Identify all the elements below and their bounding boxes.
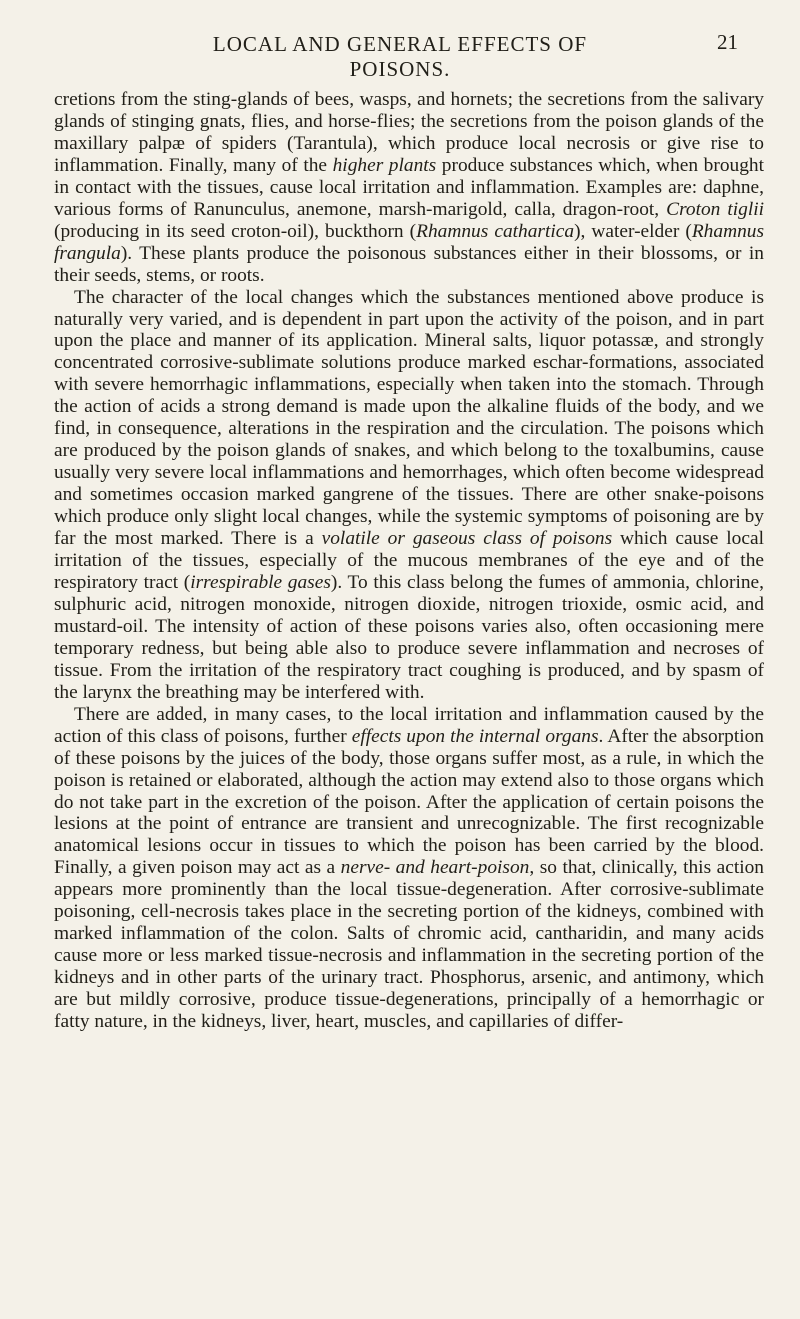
italic-run: irrespirable gases <box>190 571 331 593</box>
italic-run: higher plants <box>332 154 437 176</box>
text-run: The character of the local changes which the substances mentioned above produce is naturally very varied, and is dependent in part upon the activity of the poison, and in part upon the place and manner of its application. Mineral salts, liquor potassæ, and strongly concentrated corrosive-sublimate solutions produce marked eschar-formations, associated with severe hemorrhagic inflammations, especially when taken into the stomach. Through the action of acids a strong demand is made upon the alkaline fluids of the body, and we find, in consequence, alterations in the respiration and the circulation. The poisons which are produced by the poison glands of snakes, and which belong to the toxalbumins, cause usually very severe local inflammations and hemorrhages, which often become widespread and sometimes occasion marked gangrene of the tissues. There are other snake-poisons which produce only slight local changes, while the systemic symptoms of poisoning are by far the most marked. There is a <box>54 286 764 550</box>
paragraph-2 <box>54 287 764 704</box>
running-head <box>0 24 800 81</box>
paragraph-3 <box>54 704 764 1033</box>
text-run: There are added, in many cases, to the local irritation and inflammation caused by the action of this class of poisons, further <box>54 703 764 747</box>
italic-run: Rhamnus frangula <box>54 220 765 264</box>
text-run: . After the absorption of these poisons by the juices of the body, those organs suffer most, as a rule, in which the poison is retained or elaborated, although the action may extend also to those organs which do not take part in the excretion of the poison. After the application of certain poisons the lesions at the point of entrance are transient and unrecognizable. The first recognizable anatomical lesions occur in tissues to which the poison has been carried by the blood. Finally, a given poison may act as a <box>54 725 764 879</box>
text-run: which cause local irritation of the tissues, especially of the mucous membranes of the eye and of the respiratory tract ( <box>54 528 764 593</box>
page-number: 21 <box>717 30 738 54</box>
paragraph-1 <box>54 89 764 287</box>
text-run: (producing in its seed croton-oil), buckthorn ( <box>54 220 417 242</box>
text-run: ). These plants produce the poisonous substances either in their blossoms, or in their seeds, stems, or roots. <box>54 242 764 286</box>
text-run: ). To this class belong the fumes of ammonia, chlorine, sulphuric acid, nitrogen monoxide, nitrogen dioxide, nitrogen trioxide, osmic acid, and mustard-oil. The intensity of action of these poisons varies also, often occasioning mere temporary redness, but being able also to produce severe inflammation and necroses of tissue. From the irritation of the respiratory tract coughing is produced, and by spasm of the larynx the breathing may be interfered with. <box>54 571 764 703</box>
italic-run: Rhamnus cathartica <box>416 220 575 242</box>
running-title: LOCAL AND GENERAL EFFECTS OF POISONS. <box>212 32 588 81</box>
italic-run: volatile or gaseous class of poisons <box>321 528 613 550</box>
text-run: produce substances which, when brought in contact with the tissues, cause local irritation and inflammation. Examples are: daphne, various forms of Ranunculus, anemone, marsh-marigold, calla, dragon-root, <box>54 154 764 220</box>
body-text <box>54 89 764 1033</box>
italic-run: effects upon the internal organs <box>351 725 599 747</box>
italic-run: Croton tiglii <box>666 198 764 220</box>
text-run: cretions from the sting-glands of bees, wasps, and hornets; the secretions from the salivary glands of stinging gnats, flies, and horse-flies; the secretions from the poison glands of the maxillary palpæ of spiders (Tarantula), which produce local necrosis or give rise to inflammation. Finally, many of the <box>54 89 764 176</box>
text-run: , so that, clinically, this action appears more prominently than the local tissue-degeneration. After corrosive-sublimate poisoning, cell-necrosis takes place in the secreting portion of the kidneys, combined with marked inflammation of the colon. Salts of chromic acid, cantharidin, and many acids cause more or less marked tissue-necrosis and inflammation in the secreting portion of the kidneys and in other parts of the urinary tract. Phosphorus, arsenic, and antimony, which are but mildly corrosive, produce tissue-degenerations, principally of a hemorrhagic or fatty nature, in the kidneys, liver, heart, muscles, and capillaries of differ- <box>54 857 764 1033</box>
italic-run: nerve- and heart-poison <box>340 857 530 879</box>
text-run: ), water-elder ( <box>574 220 692 242</box>
